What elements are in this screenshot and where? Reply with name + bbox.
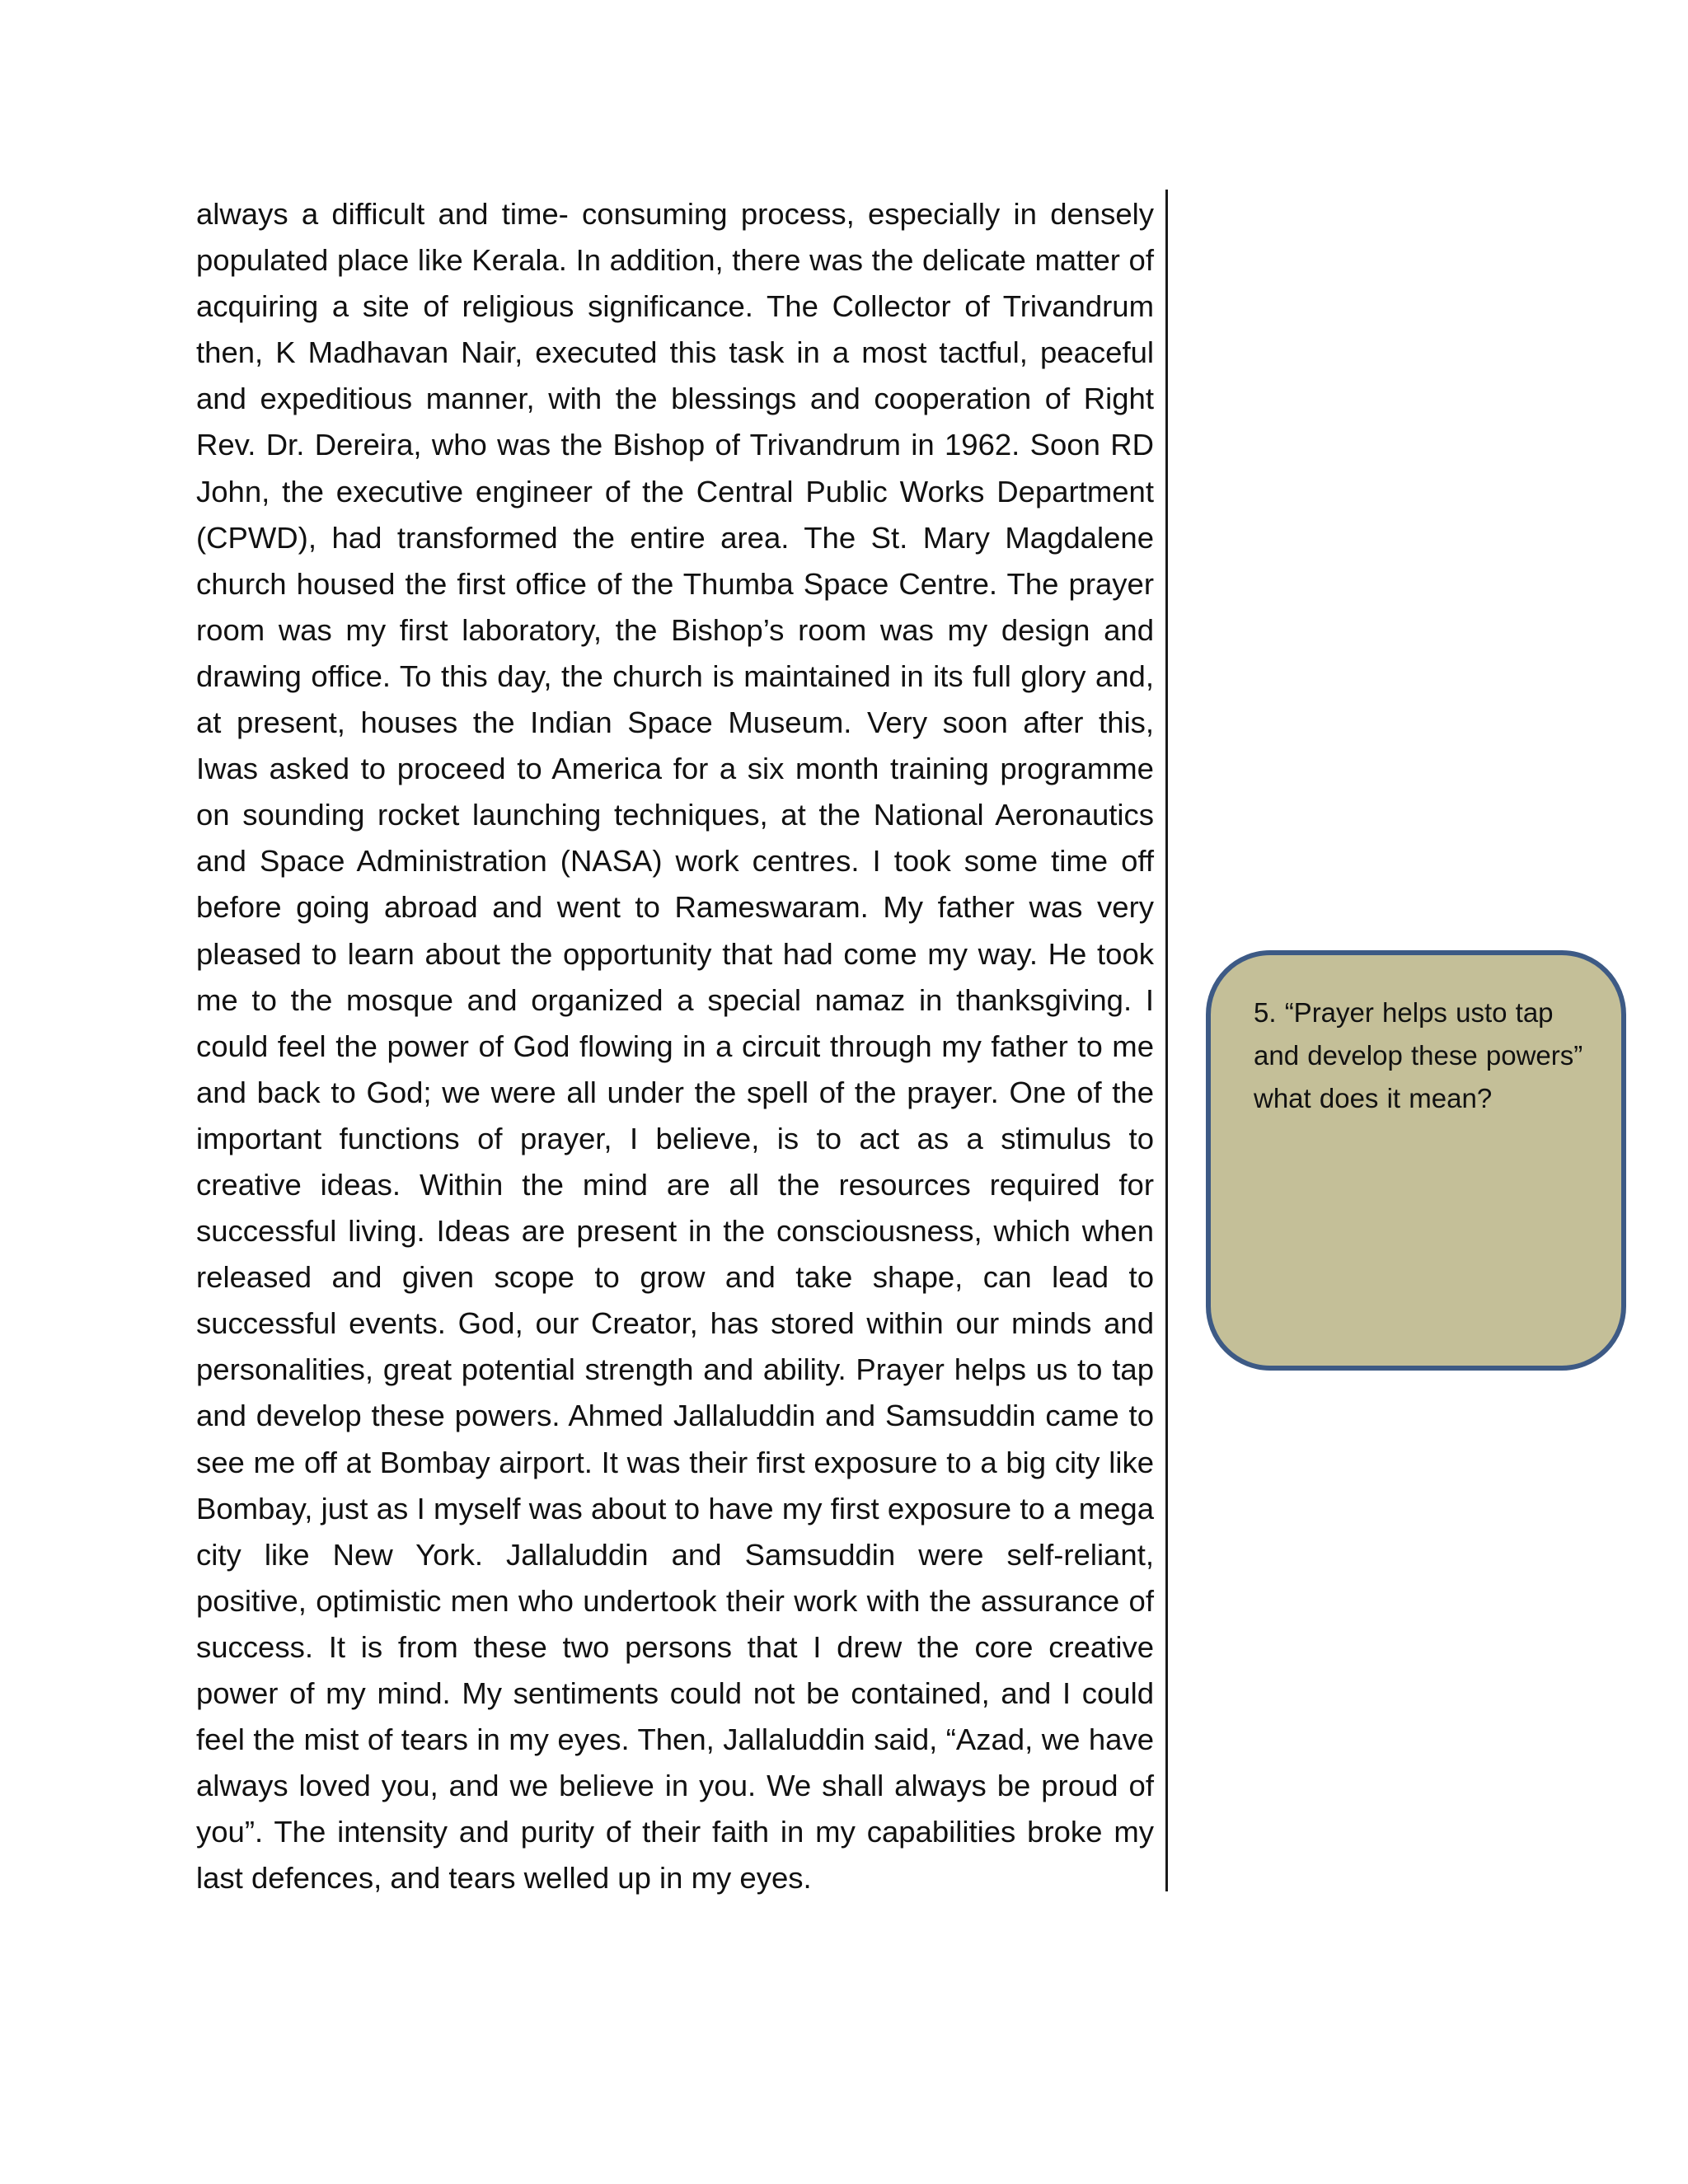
body-text-column bbox=[196, 191, 1154, 1901]
margin-divider-line bbox=[1165, 190, 1168, 1891]
margin-note-box bbox=[1206, 950, 1626, 1371]
margin-note-question: 5. “Prayer helps usto tap and develop these powers” what does it mean? bbox=[1254, 997, 1583, 1113]
body-paragraph: always a difficult and time- consuming process, especially in densely populated place like Kerala. In addition, there was the delicate matter of acquiring a site of religious significance. The Collector of Trivandrum then, K Madhavan Nair, executed this task in a most tactful, peaceful and expeditious manner, with the blessings and cooperation of Right Rev. Dr. Dereira, who was the Bishop of Trivandrum in 1962. Soon RD John, the executive engineer of the Central Public Works Department (CPWD), had transformed the entire area. The St. Mary Magdalene church housed the first office of the Thumba Space Centre. The prayer room was my first laboratory, the Bishop’s room was my design and drawing office. To this day, the church is maintained in its full glory and, at present, houses the Indian Space Museum. Very soon after this, Iwas asked to proceed to America for a six month training programme on sounding rocket launching techniques, at the National Aeronautics and Space Administration (NASA) work centres. I took some time off before going abroad and went to Rameswaram. My father was very pleased to learn about the opportunity that had come my way. He took me to the mosque and organized a special namaz in thanksgiving. I could feel the power of God flowing in a circuit through my father to me and back to God; we were all under the spell of the prayer. One of the important functions of prayer, I believe, is to act as a stimulus to creative ideas. Within the mind are all the resources required for successful living. Ideas are present in the consciousness, which when released and given scope to grow and take shape, can lead to successful events. God, our Creator, has stored within our minds and personalities, great potential strength and ability. Prayer helps us to tap and develop these powers. Ahmed Jallaluddin and Samsuddin came to see me off at Bombay airport. It was their first exposure to a big city like Bombay, just as I myself was about to have my first exposure to a mega city like New York. Jallaluddin and Samsuddin were self-reliant, positive, optimistic men who undertook their work with the assurance of success. It is from these two persons that I drew the core creative power of my mind. My sentiments could not be contained, and I could feel the mist of tears in my eyes. Then, Jallaluddin said, “Azad, we have always loved you, and we believe in you. We shall always be proud of you”. The intensity and purity of their faith in my capabilities broke my last defences, and tears welled up in my eyes. bbox=[196, 197, 1154, 1896]
